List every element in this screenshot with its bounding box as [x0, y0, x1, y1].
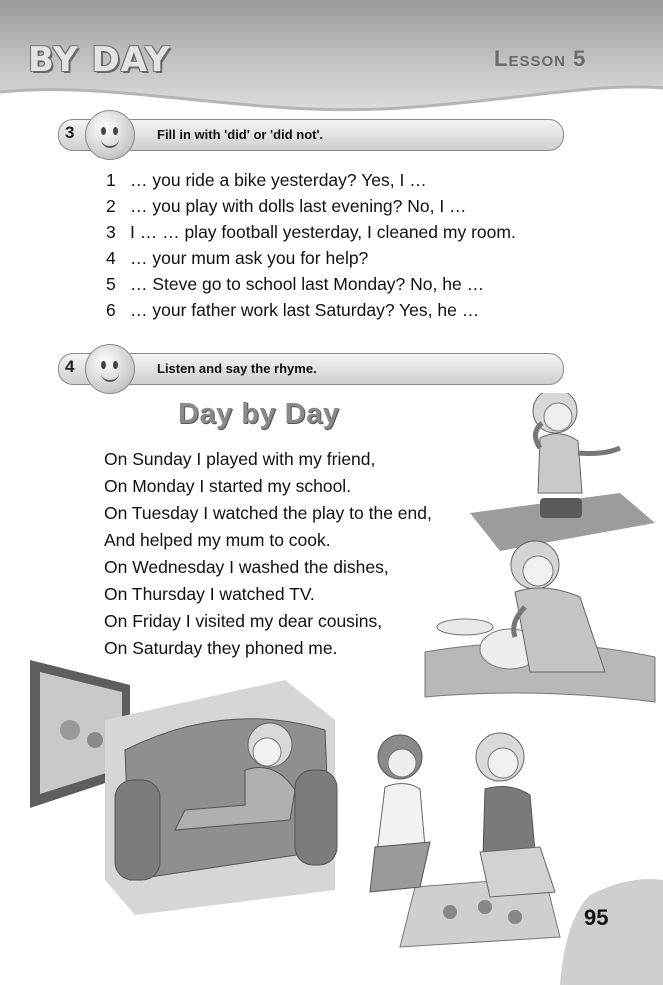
page-number: 95 — [584, 905, 609, 930]
poem-title: Day by Day — [178, 398, 340, 430]
task-4-number: 4 — [65, 357, 75, 376]
girl-on-sofa-illustration — [105, 680, 345, 920]
poem-line: On Monday I started my school. — [104, 476, 352, 496]
smiley-face-icon — [85, 110, 135, 160]
poem-line: On Saturday they phoned me. — [104, 638, 338, 658]
task-3-instruction: Fill in with 'did' or 'did not'. — [157, 127, 324, 142]
page-corner — [560, 875, 663, 985]
task-3-bar — [58, 119, 564, 151]
task-4-instruction: Listen and say the rhyme. — [157, 361, 317, 376]
girl-on-phone-illustration — [470, 393, 660, 553]
unit-title: BY DAY — [28, 40, 171, 80]
exercise-item: 6 … your father work last Saturday? Yes, he … — [106, 300, 480, 320]
poem-line: On Friday I visited my dear cousins, — [104, 611, 383, 631]
poem-line: On Sunday I played with my friend, — [104, 449, 376, 469]
girls-playing-illustration — [355, 727, 580, 952]
headphones-face-icon — [85, 344, 135, 394]
exercise-item: 4 … your mum ask you for help? — [106, 248, 369, 268]
girl-washing-dishes-illustration — [415, 537, 663, 707]
exercise-list — [106, 167, 516, 323]
exercise-item: 2 … you play with dolls last evening? No, I … — [106, 196, 467, 216]
poem — [104, 446, 432, 662]
task-3-number: 3 — [65, 123, 75, 142]
poem-line: On Thursday I watched TV. — [104, 584, 315, 604]
poem-line: On Wednesday I washed the dishes, — [104, 557, 389, 577]
exercise-item: 3 I … … play football yesterday, I cleaned my room. — [106, 222, 516, 242]
poem-line: On Tuesday I watched the play to the end, — [104, 503, 432, 523]
task-4-bar — [58, 353, 564, 385]
poem-line: And helped my mum to cook. — [104, 530, 331, 550]
exercise-item: 5 … Steve go to school last Monday? No, he … — [106, 274, 485, 294]
lesson-label: Lesson 5 — [494, 46, 587, 71]
exercise-item: 1 … you ride a bike yesterday? Yes, I … — [106, 170, 427, 190]
